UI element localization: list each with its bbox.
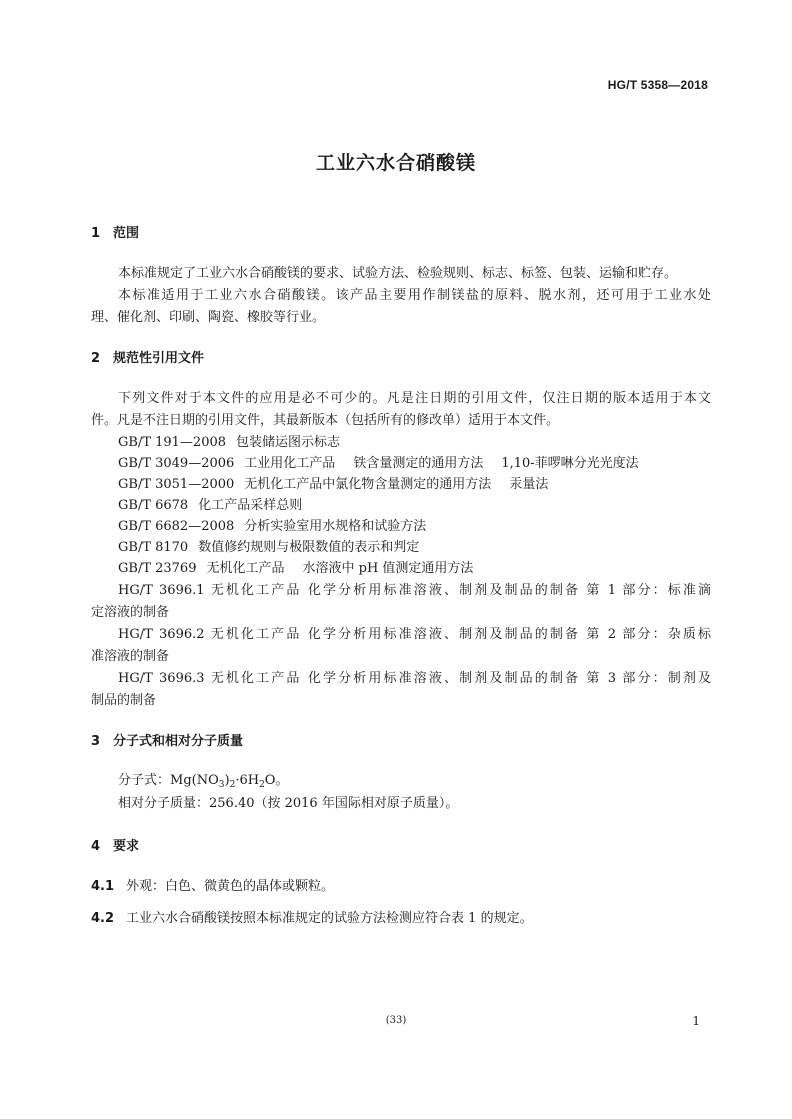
section-4-heading xyxy=(91,835,139,854)
formula-subscript: 2 xyxy=(229,780,236,790)
scope-paragraph-1: 本标准规定了工业六水合硝酸镁的要求、试验方法、检验规则、标志、标签、包装、运输和贮存。 xyxy=(118,266,678,281)
reference-item xyxy=(118,497,711,514)
hg-reference-cont: 准溶液的制备 xyxy=(91,649,170,664)
clause-number: 4.2 xyxy=(91,911,115,926)
scope-paragraph-2-cont: 理、催化剂、印刷、陶瓷、橡胶等行业。 xyxy=(91,310,326,325)
section-number: 2 xyxy=(91,351,101,366)
clause-4-2 xyxy=(91,910,711,927)
reference-code: HG/T 3696.3 xyxy=(118,671,205,686)
hg-reference-cont: 定溶液的制备 xyxy=(91,605,170,620)
section-title: 分子式和相对分子质量 xyxy=(113,734,244,749)
reference-name: 化工产品采样总则 xyxy=(198,498,303,513)
reference-code: GB/T 6678 xyxy=(118,498,189,513)
formula-subscript: 3 xyxy=(218,780,225,790)
reference-item xyxy=(118,476,711,493)
scope-paragraph-2: 本标准适用于工业六水合硝酸镁。该产品主要用作制镁盐的原料、脱水剂，还可用于工业水处 xyxy=(118,288,711,303)
reference-name-part: 化学分析用标准溶液、制剂及制品的制备 xyxy=(307,583,581,598)
reference-item xyxy=(118,455,711,472)
reference-item xyxy=(118,560,711,577)
reference-code: HG/T 3696.2 xyxy=(118,627,205,642)
section-2-heading xyxy=(91,347,204,366)
reference-part: 第 1 部分：标准滴 xyxy=(586,583,711,598)
hg-reference-cont: 制品的制备 xyxy=(91,693,157,708)
reference-code: GB/T 3051—2000 xyxy=(118,477,235,492)
section-number: 4 xyxy=(91,839,101,854)
reference-name: 无机化工产品 xyxy=(210,583,302,598)
document-title: 工业六水合硝酸镁 xyxy=(315,152,476,174)
reference-code: GB/T 191—2008 xyxy=(118,435,227,450)
reference-code: GB/T 6682—2008 xyxy=(118,519,235,534)
formula-part: O。 xyxy=(264,773,289,788)
reference-item xyxy=(118,518,711,535)
reference-name-part: 铁含量测定的通用方法 xyxy=(353,456,484,471)
reference-part: 第 3 部分：制剂及 xyxy=(586,671,711,686)
section-number: 3 xyxy=(91,734,101,749)
reference-code: GB/T 3049—2006 xyxy=(118,456,235,471)
reference-name: 无机化工产品 xyxy=(210,671,302,686)
hg-reference-item xyxy=(118,626,711,643)
molecular-mass: 相对分子质量：256.40（按 2016 年国际相对原子质量）。 xyxy=(118,796,459,811)
page-number-center: (33) xyxy=(385,1015,407,1026)
reference-name: 数值修约规则与极限数值的表示和判定 xyxy=(198,540,420,555)
references-intro-1: 下列文件对于本文件的应用是必不可少的。凡是注日期的引用文件，仅注日期的版本适用于本文 xyxy=(118,391,711,406)
section-title: 范围 xyxy=(113,226,140,241)
clause-text: 外观：白色、微黄色的晶体或颗粒。 xyxy=(126,879,335,894)
formula-part: Mg(NO xyxy=(170,773,219,788)
reference-name: 包装储运图示标志 xyxy=(236,435,341,450)
reference-name-part: 化学分析用标准溶液、制剂及制品的制备 xyxy=(307,627,581,642)
reference-name: 无机化工产品 xyxy=(210,627,302,642)
reference-code: GB/T 23769 xyxy=(118,561,197,576)
molecular-formula xyxy=(118,772,711,794)
reference-name-part: 汞量法 xyxy=(509,477,549,492)
formula-label: 分子式： xyxy=(118,773,171,788)
reference-name-part: 化学分析用标准溶液、制剂及制品的制备 xyxy=(307,671,581,686)
standard-code: HG/T 5358—2018 xyxy=(607,78,708,92)
clause-number: 4.1 xyxy=(91,879,115,894)
formula-part: ·6H xyxy=(235,773,260,788)
section-number: 1 xyxy=(91,226,101,241)
reference-code: GB/T 8170 xyxy=(118,540,189,555)
reference-name: 无机化工产品 xyxy=(206,561,285,576)
section-title: 规范性引用文件 xyxy=(113,351,205,366)
reference-name: 无机化工产品中氯化物含量测定的通用方法 xyxy=(244,477,492,492)
references-intro-2: 件。凡是不注日期的引用文件，其最新版本（包括所有的修改单）适用于本文件。 xyxy=(91,413,560,428)
reference-part: 第 2 部分：杂质标 xyxy=(586,627,711,642)
reference-name: 分析实验室用水规格和试验方法 xyxy=(244,519,427,534)
clause-text: 工业六水合硝酸镁按照本标准规定的试验方法检测应符合表 1 的规定。 xyxy=(126,911,533,926)
clause-4-1 xyxy=(91,878,711,895)
reference-name: 工业用化工产品 xyxy=(244,456,336,471)
hg-reference-item xyxy=(118,670,711,687)
page-number: 1 xyxy=(692,1014,700,1028)
reference-code: HG/T 3696.1 xyxy=(118,583,205,598)
reference-name-part: 1,10-菲啰啉分光光度法 xyxy=(501,456,639,471)
formula-subscript: 2 xyxy=(259,780,265,790)
section-title: 要求 xyxy=(113,839,140,854)
hg-reference-item xyxy=(118,582,711,599)
section-3-heading xyxy=(91,730,243,749)
reference-name-part: 水溶液中 pH 值测定通用方法 xyxy=(302,561,474,576)
reference-item xyxy=(118,539,711,556)
reference-item xyxy=(118,434,711,451)
section-1-heading xyxy=(91,222,139,241)
formula-part: ) xyxy=(224,773,230,788)
